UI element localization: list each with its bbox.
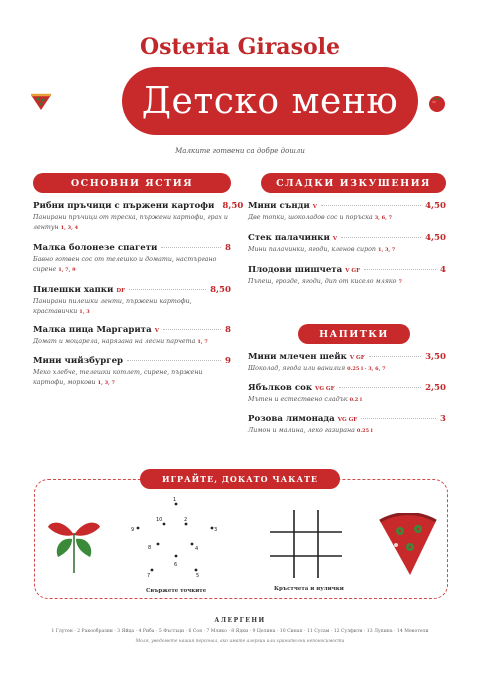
menu-item bbox=[33, 201, 244, 233]
tic-tac-toe-caption: Кръстчета и нулички bbox=[274, 586, 344, 592]
dot-label: 10 bbox=[156, 517, 163, 523]
item-tags: V bbox=[312, 204, 318, 210]
dot-label: 9 bbox=[131, 527, 135, 533]
item-price: 8 bbox=[225, 243, 231, 253]
item-desc: Пъпеш, грозде, ягоди, дип от кисело мляко bbox=[248, 278, 397, 285]
dots-caption: Свържете точките bbox=[146, 588, 207, 594]
item-tags: VG GF bbox=[337, 417, 358, 423]
item-tags: V bbox=[332, 236, 338, 242]
item-desc: Шоколад, ягода или ванилия bbox=[248, 365, 346, 372]
dot bbox=[175, 555, 178, 558]
item-allergens: 0.25 l · 3, 6, 7 bbox=[347, 366, 386, 372]
dot-label: 8 bbox=[148, 545, 152, 551]
item-tags: V GF bbox=[349, 355, 365, 361]
item-price: 4,50 bbox=[425, 201, 446, 211]
pizza-slice-icon bbox=[30, 93, 52, 111]
menu-item bbox=[33, 325, 231, 348]
item-desc: Мини палачинки, ягоди, кленов сироп bbox=[248, 246, 376, 253]
item-tags: V bbox=[154, 328, 159, 334]
item-desc: Бавно готвен сос от телешко и домати, настъргано сирене bbox=[33, 256, 217, 273]
item-desc: Две топки, шоколадов сос и поръска bbox=[248, 214, 373, 221]
section-desserts-title: СЛАДКИ ИЗКУШЕНИЯ bbox=[276, 177, 431, 189]
item-desc: Панирани пилешки ленти, пържени картофи, краставички bbox=[33, 298, 192, 315]
leader-dots bbox=[369, 356, 421, 357]
item-tags: VG GF bbox=[315, 386, 335, 392]
dot bbox=[137, 527, 140, 530]
item-price: 8,50 bbox=[210, 285, 231, 295]
item-price: 3,50 bbox=[425, 352, 446, 362]
leader-dots bbox=[129, 289, 206, 290]
tic-tac-toe-grid[interactable] bbox=[268, 508, 344, 580]
item-allergens: 0.25 l bbox=[356, 428, 373, 434]
item-allergens: 3, 6, 7 bbox=[374, 215, 393, 221]
menu-item bbox=[248, 414, 446, 437]
games-title: ИГРАЙТЕ, ДОКАТО ЧАКАТЕ bbox=[161, 474, 319, 484]
menu-item bbox=[33, 285, 231, 317]
item-price: 4 bbox=[440, 265, 446, 275]
item-name: Ябълков сок bbox=[248, 383, 313, 393]
section-desserts-header bbox=[261, 173, 446, 193]
item-allergens: 1, 7 bbox=[197, 339, 208, 345]
connect-dots-game[interactable] bbox=[128, 494, 224, 582]
tagline: Малките готвени са добре дошли bbox=[175, 147, 305, 155]
item-name: Плодови шишчета bbox=[248, 265, 343, 275]
item-name: Малка болонезе спагети bbox=[33, 243, 158, 253]
leader-dots bbox=[321, 205, 421, 206]
item-price: 4,50 bbox=[425, 233, 446, 243]
item-name: Стек палачинки bbox=[248, 233, 330, 243]
item-price: 8,50 bbox=[222, 201, 244, 211]
item-price: 8 bbox=[225, 325, 231, 335]
dot-label: 3 bbox=[214, 527, 218, 533]
item-price: 2,50 bbox=[425, 383, 446, 393]
item-name: Рибни пръчици с пържени картофи bbox=[33, 201, 215, 211]
item-allergens: 1, 3, 4 bbox=[60, 224, 79, 231]
section-mains-header bbox=[33, 173, 231, 193]
basil-leaves-icon bbox=[46, 513, 102, 573]
allergens-title: АЛЕРГЕНИ bbox=[214, 617, 266, 624]
menu-item bbox=[248, 383, 446, 406]
leader-dots bbox=[364, 269, 436, 270]
item-name: Малка пица Маргарита bbox=[33, 325, 152, 335]
item-price: 9 bbox=[225, 356, 231, 366]
leader-dots bbox=[127, 360, 221, 361]
item-allergens: 1, 3, 7 bbox=[97, 379, 116, 386]
leader-dots bbox=[161, 247, 221, 248]
section-drinks-title: НАПИТКИ bbox=[319, 328, 389, 340]
dot bbox=[211, 527, 214, 530]
dot-label: 1 bbox=[173, 497, 177, 503]
item-allergens: 1, 7, 9 bbox=[58, 266, 76, 273]
item-allergens: 1, 3, 7 bbox=[377, 247, 396, 253]
dot-label: 7 bbox=[147, 573, 151, 579]
dot-label: 4 bbox=[195, 546, 199, 552]
item-name: Мини млечен шейк bbox=[248, 352, 347, 362]
menu-item bbox=[33, 243, 231, 275]
item-desc: Мътен и естествено сладък bbox=[248, 396, 348, 403]
menu-title-banner bbox=[122, 67, 418, 135]
menu-title: Детско меню bbox=[141, 80, 399, 122]
item-allergens: 0.2 l bbox=[349, 397, 362, 403]
item-name: Пилешки хапки bbox=[33, 285, 114, 295]
menu-item bbox=[248, 265, 446, 288]
tomato-icon bbox=[426, 93, 448, 113]
dot bbox=[191, 543, 194, 546]
menu-item bbox=[248, 201, 446, 224]
menu-item bbox=[248, 352, 446, 375]
section-drinks-header bbox=[298, 324, 410, 344]
item-desc: Домат и моцарела, нарязана на лесни парчета bbox=[33, 338, 196, 345]
item-price: 3 bbox=[440, 414, 446, 424]
dot bbox=[151, 569, 154, 572]
dot bbox=[163, 523, 166, 526]
item-allergens: 1, 3 bbox=[79, 308, 90, 315]
dot bbox=[157, 543, 160, 546]
dot bbox=[195, 569, 198, 572]
item-name: Мини чийзбургер bbox=[33, 356, 124, 366]
leader-dots bbox=[163, 329, 221, 330]
dot bbox=[175, 503, 178, 506]
section-mains-title: ОСНОВНИ ЯСТИЯ bbox=[70, 177, 194, 189]
leader-dots bbox=[339, 387, 422, 388]
menu-item bbox=[33, 356, 231, 388]
dot-label: 5 bbox=[196, 573, 200, 579]
dot-label: 6 bbox=[174, 562, 178, 568]
dot bbox=[185, 523, 188, 526]
item-name: Мини сънди bbox=[248, 201, 310, 211]
pizza-slice-illustration bbox=[376, 513, 438, 577]
item-desc: Панирани пръчици от треска, пържени картофи, грах и лентун bbox=[33, 214, 228, 231]
item-allergens: 7 bbox=[398, 279, 402, 285]
restaurant-name: Osteria Girasole bbox=[140, 34, 340, 60]
item-desc: Лимон и малина, леко газирана bbox=[248, 427, 355, 434]
item-tags: V GF bbox=[345, 268, 360, 274]
allergens-list: 1 Глутен · 2 Ракообразни · 3 Яйца · 4 Риба · 5 Фъстъци · 6 Соя · 7 Мляко · 8 Ядки · 9 Целина · 10 Синап · 11 Сусам · 12 Сулфити · 13 Лупина · 14 Мекотели bbox=[51, 629, 429, 634]
menu-item bbox=[248, 233, 446, 256]
item-desc: Меко хлебче, телешки котлет, сирене, пържени картофи, моркови bbox=[33, 369, 203, 386]
allergens-note: Моля, уведомете нашия персонал, ако имате алергии или хранителни непоносимости bbox=[135, 639, 345, 644]
leader-dots bbox=[341, 237, 421, 238]
dot-label: 2 bbox=[184, 517, 188, 523]
item-tags: DF bbox=[116, 288, 126, 294]
item-name: Розова лимонада bbox=[248, 414, 335, 424]
games-header bbox=[140, 469, 340, 489]
leader-dots bbox=[361, 418, 436, 419]
